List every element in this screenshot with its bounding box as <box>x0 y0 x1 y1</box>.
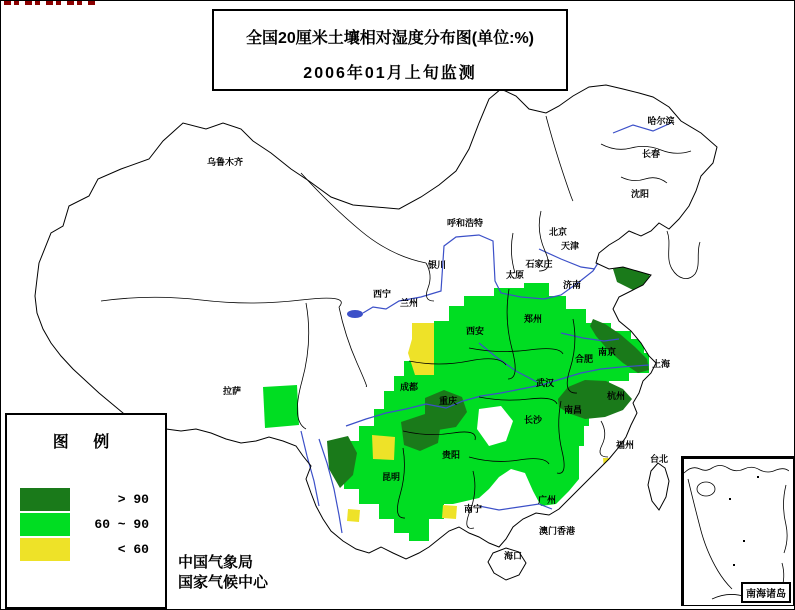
city-label: 武汉 <box>535 378 555 388</box>
south-china-sea-inset <box>681 456 794 606</box>
city-label: 长春 <box>641 149 661 159</box>
city-label: 西宁 <box>372 289 392 299</box>
moisture-region-low <box>442 505 457 519</box>
city-label: 郑州 <box>523 314 543 324</box>
legend-swatch-high <box>20 488 70 511</box>
city-label: 昆明 <box>381 472 401 482</box>
city-label: 北京 <box>548 227 568 237</box>
city-label: 银川 <box>427 260 447 270</box>
taiwan-island <box>648 463 669 510</box>
legend-label: < 60 <box>117 542 149 557</box>
inset-label: 南海诸岛 <box>741 582 791 603</box>
legend-swatch-low <box>20 538 70 561</box>
legend-row <box>7 538 165 561</box>
legend-swatch-mid <box>20 513 70 536</box>
city-label: 沈阳 <box>630 189 650 199</box>
city-label: 台北 <box>649 454 669 464</box>
city-label: 长沙 <box>523 415 543 425</box>
island-dots <box>729 476 759 566</box>
city-label: 太原 <box>505 270 525 280</box>
city-label: 哈尔滨 <box>647 116 675 126</box>
credit <box>178 553 268 593</box>
legend-label: 60 ~ 90 <box>94 517 149 532</box>
moisture-region-low <box>347 509 360 522</box>
city-label: 澳门香港 <box>538 526 576 536</box>
city-label: 福州 <box>615 440 635 450</box>
legend-row <box>7 513 165 536</box>
moisture-region-mid <box>263 385 299 428</box>
legend-label: > 90 <box>117 492 149 507</box>
city-label: 广州 <box>537 495 557 505</box>
city-label: 济南 <box>562 280 582 290</box>
map-subtitle-date: 2006年01月上旬监测 <box>303 65 477 82</box>
city-label: 南宁 <box>463 504 483 514</box>
city-label: 海口 <box>503 551 523 561</box>
legend-box <box>5 413 167 609</box>
legend-title: 图 例 <box>52 434 120 451</box>
title-box <box>212 9 568 91</box>
legend-row <box>7 488 165 511</box>
moisture-region-low <box>603 458 637 483</box>
city-label: 合肥 <box>574 354 594 364</box>
inset-map <box>684 459 789 601</box>
city-label: 杭州 <box>606 391 626 401</box>
moisture-region-low <box>372 435 395 460</box>
city-label: 成都 <box>399 382 419 392</box>
city-label: 兰州 <box>399 298 419 308</box>
city-label: 乌鲁木齐 <box>206 157 244 167</box>
city-label: 西安 <box>465 326 485 336</box>
city-label: 南昌 <box>563 405 583 415</box>
city-label: 拉萨 <box>222 386 242 396</box>
city-label: 重庆 <box>438 396 458 406</box>
city-label: 贵阳 <box>441 450 461 460</box>
city-label: 呼和浩特 <box>446 218 484 228</box>
korea-outline <box>667 231 700 279</box>
city-label: 上海 <box>651 359 671 369</box>
credit-line-2: 国家气候中心 <box>178 574 269 591</box>
qinghai-lake <box>347 310 363 318</box>
city-label: 石家庄 <box>525 259 553 269</box>
city-label: 天津 <box>560 241 580 251</box>
map-title: 全国20厘米土壤相对湿度分布图(单位:%) <box>245 30 534 47</box>
credit-line-1: 中国气象局 <box>178 554 254 571</box>
city-label: 南京 <box>597 347 617 357</box>
